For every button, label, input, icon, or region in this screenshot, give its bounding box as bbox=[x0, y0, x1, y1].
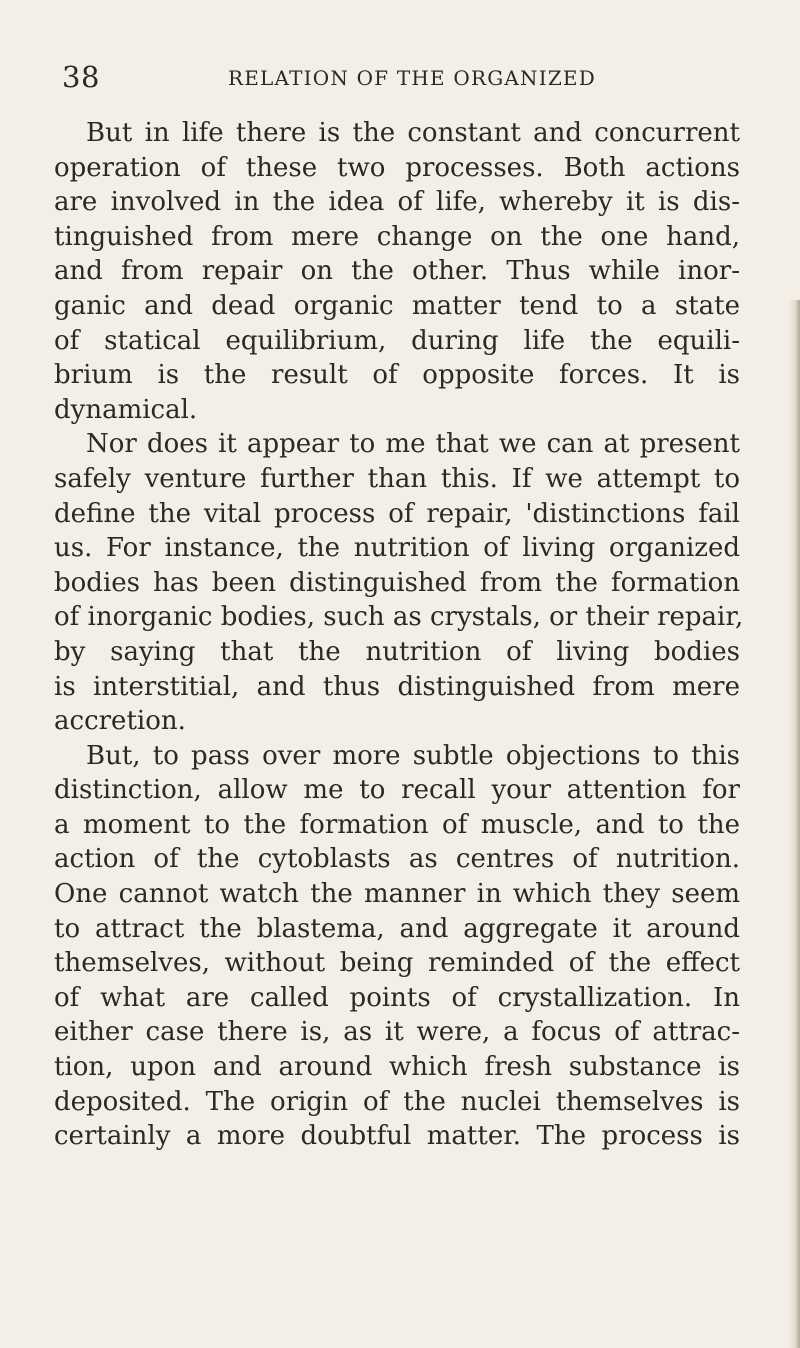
text-line: One cannot watch the manner in which they seem bbox=[54, 879, 740, 910]
text-line: brium is the result of opposite forces. It is bbox=[54, 360, 740, 391]
text-line: safely venture further than this. If we attempt to bbox=[54, 463, 740, 494]
text-line: are involved in the idea of life, whereby it is dis- bbox=[54, 187, 740, 218]
text-line: define the vital process of repair, 'distinctions fail bbox=[54, 498, 740, 529]
text-line: a moment to the formation of muscle, and to the bbox=[54, 809, 740, 840]
text-line: tion, upon and around which fresh substance is bbox=[54, 1052, 740, 1083]
text-line: us. For instance, the nutrition of living organized bbox=[54, 533, 740, 564]
text-line: of what are called points of crystallization. In bbox=[54, 982, 740, 1013]
text-line: of inorganic bodies, such as crystals, or their repair, bbox=[54, 602, 744, 633]
text-line: operation of these two processes. Both actions bbox=[54, 152, 740, 183]
text-line: But in life there is the constant and concurrent bbox=[86, 118, 740, 148]
text-line: either case there is, as it were, a focus of attrac- bbox=[54, 1017, 740, 1048]
text-line: and from repair on the other. Thus while inor- bbox=[54, 256, 740, 287]
text-line: accretion. bbox=[54, 706, 186, 737]
text-line: of statical equilibrium, during life the equili- bbox=[54, 325, 740, 356]
running-title: RELATION OF THE ORGANIZED bbox=[228, 66, 596, 90]
text-line: themselves, without being reminded of the effect bbox=[54, 948, 740, 979]
body-text bbox=[54, 116, 744, 1154]
page-number: 38 bbox=[62, 60, 100, 94]
page-edge-shadow bbox=[788, 300, 800, 1348]
text-line: dynamical. bbox=[54, 394, 198, 425]
text-line: Nor does it appear to me that we can at present bbox=[86, 429, 740, 460]
text-line: distinction, allow me to recall your attention for bbox=[54, 775, 740, 806]
text-line: action of the cytoblasts as centres of nutrition. bbox=[54, 844, 740, 875]
text-line: by saying that the nutrition of living bodies bbox=[54, 636, 740, 667]
text-line: to attract the blastema, and aggregate it around bbox=[54, 913, 740, 944]
text-line: bodies has been distinguished from the formation bbox=[54, 567, 740, 598]
text-line: certainly a more doubtful matter. The process is bbox=[54, 1121, 740, 1152]
page-header bbox=[0, 58, 800, 98]
text-line: But, to pass over more subtle objections to this bbox=[86, 740, 740, 771]
text-line: deposited. The origin of the nuclei themselves is bbox=[54, 1086, 740, 1117]
text-line: ganic and dead organic matter tend to a state bbox=[54, 290, 740, 321]
text-line: tinguished from mere change on the one hand, bbox=[54, 221, 740, 252]
text-line: is interstitial, and thus distinguished from mere bbox=[54, 671, 740, 702]
